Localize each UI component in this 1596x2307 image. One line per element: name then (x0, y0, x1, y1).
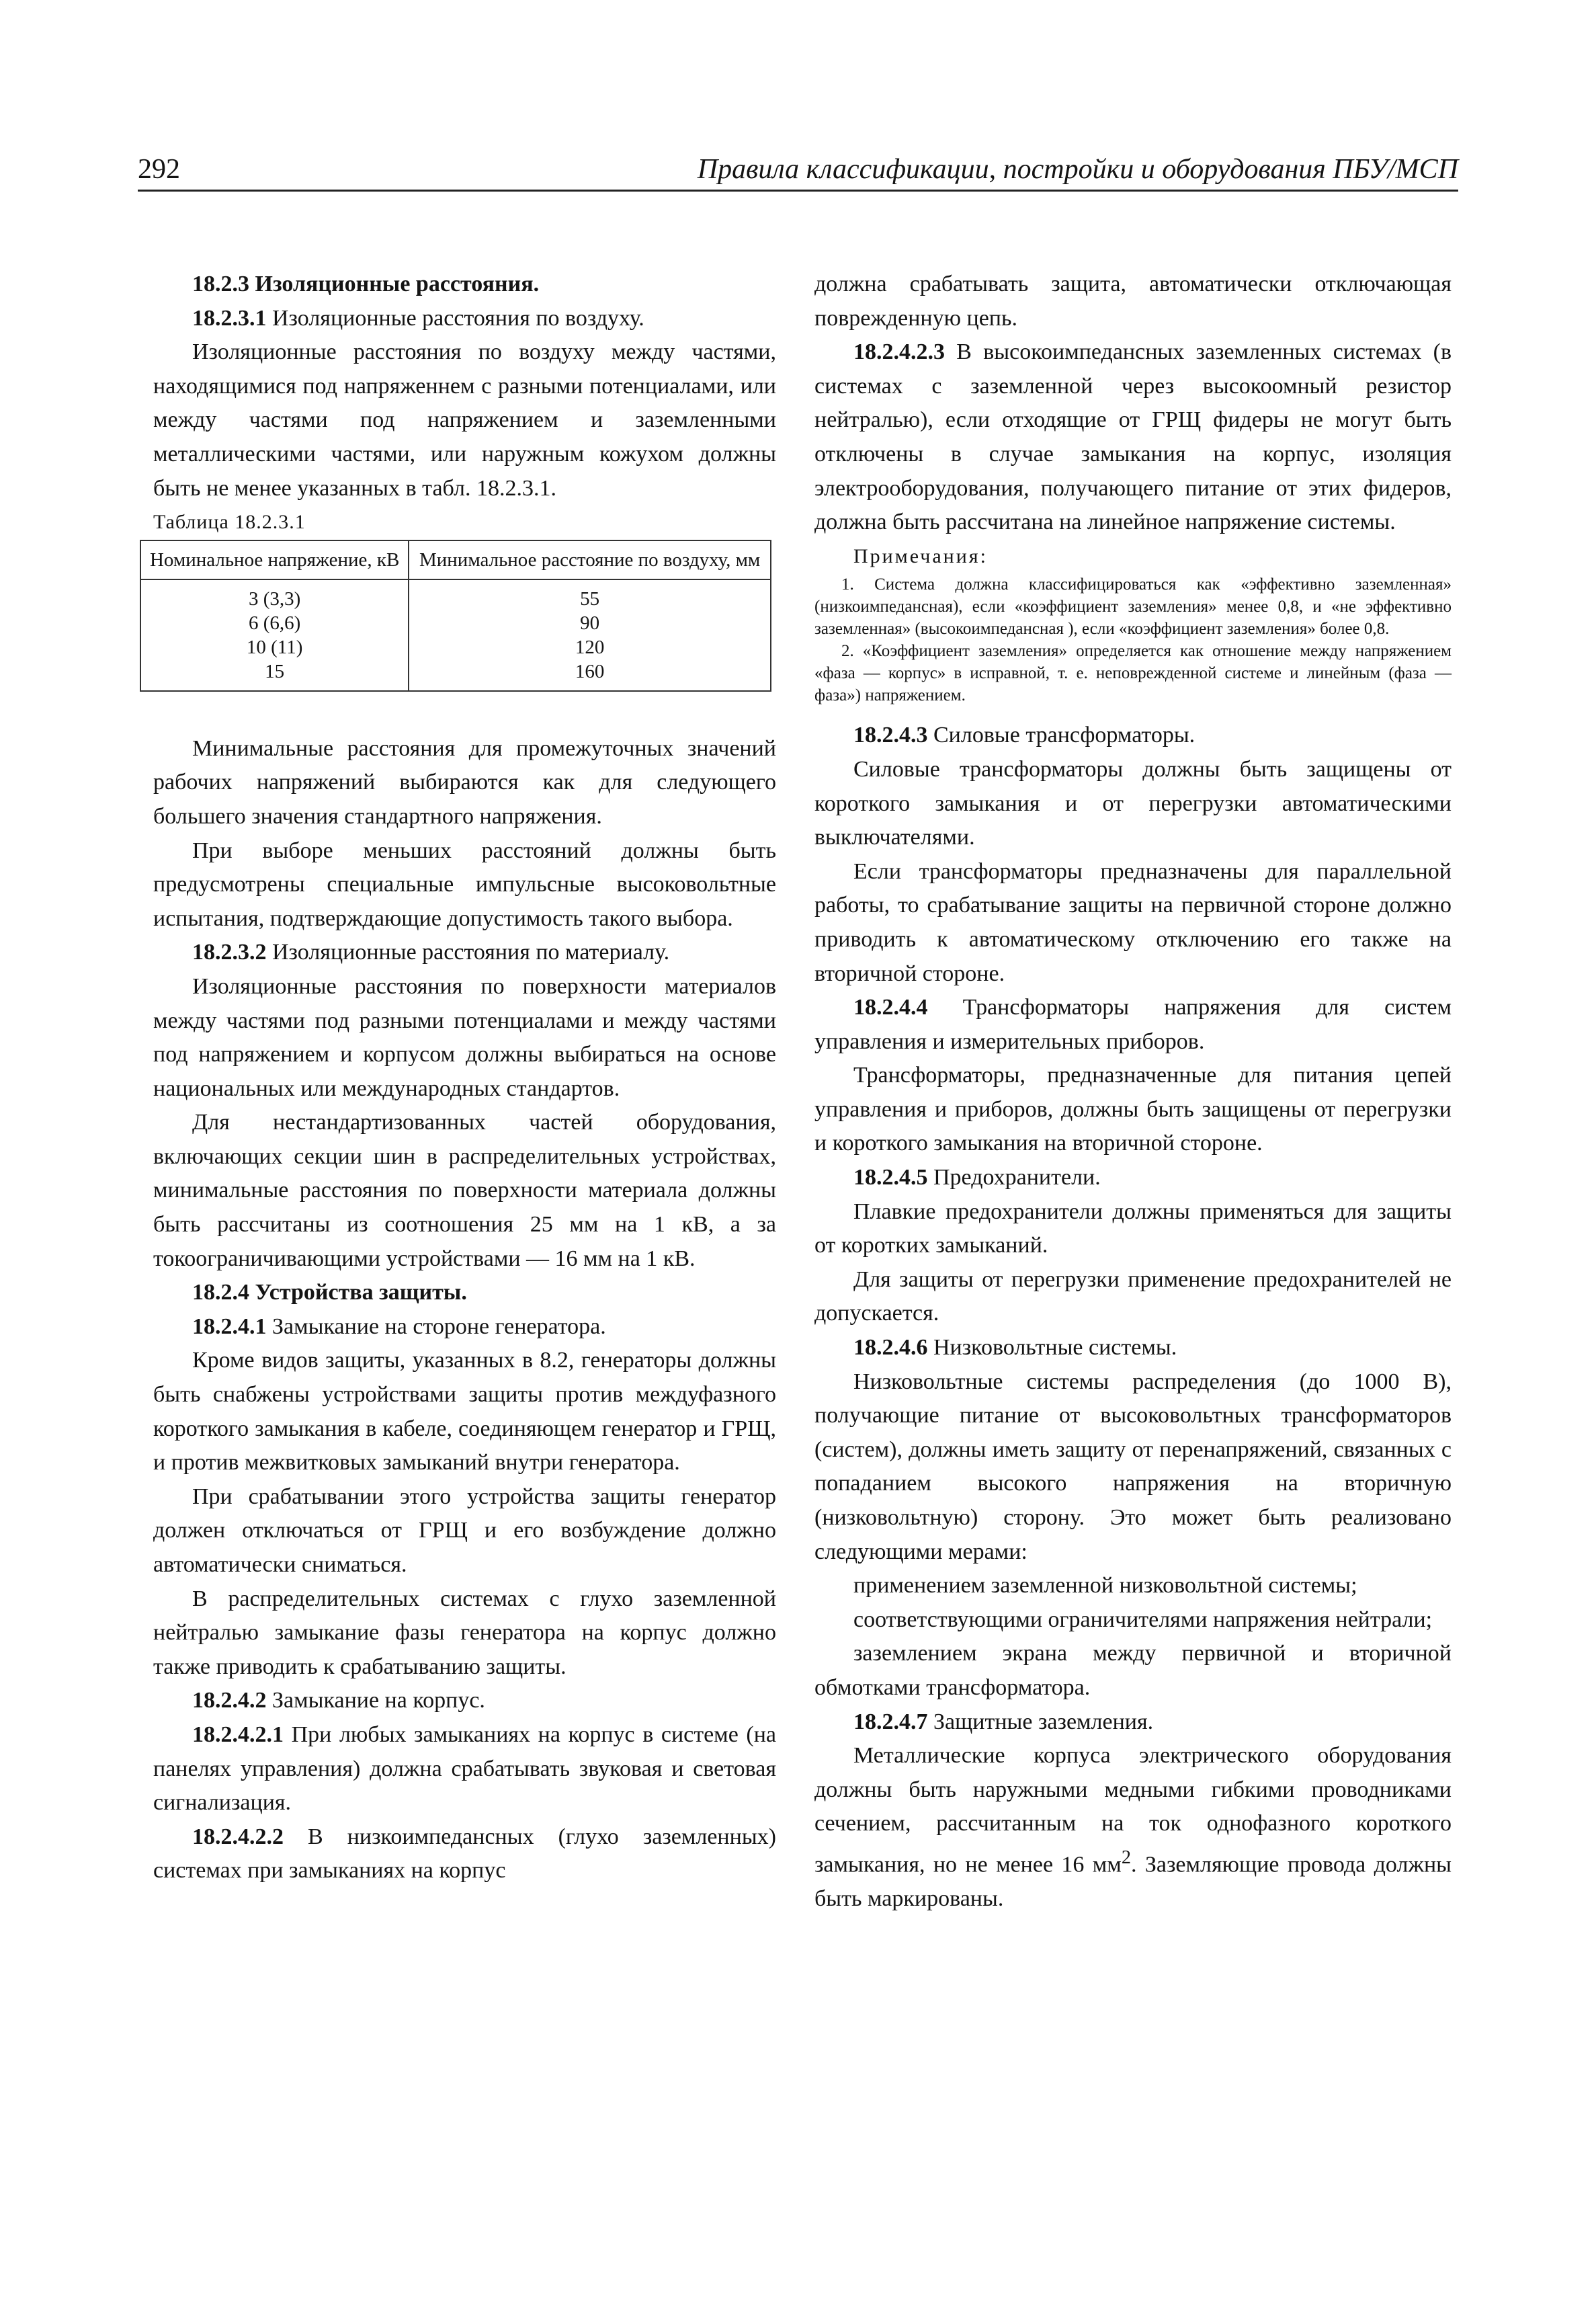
paragraph (153, 302, 776, 336)
table-value: 10 (11) (246, 636, 303, 658)
paragraph: В распределительных системах с глухо заземленной нейтралью замыкание фазы генератора на корпус должно также приводить к срабатыванию защиты. (153, 1586, 776, 1679)
table-cell-distances (409, 579, 771, 691)
paragraph (814, 335, 1452, 540)
clause-title: Низковольтные системы. (927, 1335, 1177, 1361)
table-value: 15 (265, 660, 285, 682)
clause-number: 18.2.4.5 (853, 1165, 928, 1190)
clause-title: Замыкание на корпус. (266, 1688, 485, 1713)
paragraph (814, 1331, 1452, 1365)
paragraph: Плавкие предохранители должны применяться для защиты от коротких замыканий. (814, 1199, 1452, 1258)
clause-title: Изоляционные расстояния по материалу. (266, 940, 670, 965)
paragraph: При срабатывании этого устройства защиты генератор должен отключаться от ГРЩ и его возбуждение должно автоматически сниматься. (153, 1484, 776, 1577)
paragraph (153, 1718, 776, 1820)
clause-number: 18.2.4.3 (853, 723, 928, 748)
table-value: 55 (580, 588, 600, 610)
notes-heading: Примечания: (853, 544, 988, 567)
paragraph (153, 1820, 776, 1888)
paragraph (814, 1705, 1452, 1740)
clause-title: Замыкание на стороне генератора. (266, 1313, 606, 1339)
paragraph (814, 719, 1452, 753)
note: 1. Система должна классифицироваться как «эффективно заземленная» (низкоимпедансная), если «коэффициент заземления» менее 0,8, и «не эффективно заземленная» (высокоимпедансная ), если «коэффициент заземления» более 0,8. (814, 575, 1452, 639)
paragraph: Изоляционные расстояния по поверхности материалов между частями под разными потенциалами и между частями под напряжением и корпусом должны выбираться на основе национальных или международных стандартов. (153, 973, 776, 1101)
section-heading: 18.2.3 Изоляционные расстояния. (192, 272, 540, 296)
clause-number: 18.2.3.1 (192, 305, 267, 331)
table-cell-voltages (140, 579, 409, 691)
superscript: 2 (1121, 1847, 1131, 1868)
clause-title: Предохранители. (927, 1165, 1101, 1190)
paragraph (153, 1310, 776, 1344)
paragraph: При выборе меньших расстояний должны быть предусмотрены специальные импульсные высоковольтные испытания, подтверждающие допустимость такого выбора. (153, 838, 776, 931)
clause-text: Металлические корпуса электрического оборудования должны быть наружными медными гибкими проводниками сечением, рассчитанным на ток однофазного короткого замыкания, но не менее 16 мм (814, 1743, 1452, 1877)
clearance-table (140, 540, 771, 692)
paragraph: Минимальные расстояния для промежуточных значений рабочих напряжений выбираются как для следующего большего значения стандартного напряжения. (153, 735, 776, 829)
paragraph: должна срабатывать защита, автоматически отключающая поврежденную цепь. (814, 272, 1452, 331)
paragraph: Если трансформаторы предназначены для параллельной работы, то срабатывание защиты на первичной стороне должно приводить к автоматическому отключению его также на вторичной стороне. (814, 858, 1452, 986)
table-value: 3 (3,3) (248, 588, 301, 610)
list-item: заземлением экрана между первичной и вторичной обмотками трансформатора. (814, 1641, 1452, 1700)
paragraph: Для нестандартизованных частей оборудования, включающих секции шин в распределительных устройствах, минимальные расстояния по поверхности материала должны быть рассчитаны из соотношения 25 мм на 1 кВ, а за токоограничивающими устройствами — 16 мм на 1 кВ. (153, 1110, 776, 1271)
paragraph (814, 1739, 1452, 1916)
page-number: 292 (138, 154, 180, 185)
paragraph: Кроме видов защиты, указанных в 8.2, генераторы должны быть снабжены устройствами защиты против междуфазного короткого замыкания в кабеле, соединяющем генератор и ГРЩ, и против межвитковых замыканий внутри генератора. (153, 1348, 776, 1475)
table-value: 6 (6,6) (248, 612, 301, 634)
clause-text: В низкоимпедансных (глухо заземленных) системах при замыканиях на корпус (153, 1824, 776, 1884)
clause-title: Силовые трансформаторы. (927, 723, 1195, 748)
table-value: 160 (575, 660, 605, 682)
paragraph (153, 1684, 776, 1718)
page-header (138, 153, 1458, 192)
table-caption: Таблица 18.2.3.1 (153, 511, 306, 534)
note: 2. «Коэффициент заземления» определяется как отношение между напряжением «фаза — корпус» в исправной, т. е. неповрежденной системе и линейным (фаза — фаза») напряжением. (814, 642, 1452, 705)
right-column (814, 268, 1452, 1916)
paragraph: Трансформаторы, предназначенные для питания цепей управления и приборов, должны быть защищены от перегрузки и короткого замыкания на вторичной стороне. (814, 1063, 1452, 1156)
clause-text: При любых замыканиях на корпус в системе (на панелях управления) должна срабатывать звуковая и световая сигнализация. (153, 1722, 776, 1816)
clause-number: 18.2.4.2.2 (192, 1824, 284, 1849)
clause-number: 18.2.4.2 (192, 1688, 267, 1713)
paragraph: Для защиты от перегрузки применение предохранителей не допускается. (814, 1266, 1452, 1326)
paragraph (814, 991, 1452, 1059)
table-header-distance: Минимальное расстояние по воздуху, мм (409, 540, 771, 579)
paragraph: Силовые трансформаторы должны быть защищены от короткого замыкания и от перегрузки автоматическими выключателями. (814, 756, 1452, 850)
clause-text-end: . Заземляющие провода должны быть маркированы. (814, 1852, 1452, 1911)
clause-title: Трансформаторы напряжения для систем управления и измерительных приборов. (814, 995, 1452, 1054)
clause-title: Изоляционные расстояния по воздуху. (266, 305, 644, 331)
paragraph (814, 1161, 1452, 1195)
paragraph: Низковольтные системы распределения (до 1000 В), получающие питание от высоковольтных трансформаторов (систем), должны иметь защиту от перенапряжений, связанных с попаданием высокого напряжения на вторичную (низковольтную) сторону. Это может быть реализовано следующими мерами: (814, 1369, 1452, 1564)
table-value: 120 (575, 636, 605, 658)
clause-text: В высокоимпедансных заземленных системах (в системах с заземленной через высокоомный резистор нейтралью), если отходящие от ГРЩ фидеры не могут быть отключены в случае замыкания на корпус, изоляция электрооборудования, получающего питание от этих фидеров, должна быть рассчитана на линейное напряжение системы. (814, 339, 1452, 535)
clause-number: 18.2.4.1 (192, 1313, 267, 1339)
table-header-voltage: Номинальное напряжение, кВ (140, 540, 409, 579)
spacer (814, 706, 1452, 719)
clause-number: 18.2.4.7 (853, 1709, 928, 1734)
running-title: Правила классификации, постройки и оборудования ПБУ/МСП (697, 154, 1458, 185)
paragraph (153, 936, 776, 970)
list-item: соответствующими ограничителями напряжения нейтрали; (853, 1607, 1433, 1632)
clause-number: 18.2.3.2 (192, 940, 267, 965)
clause-title: Защитные заземления. (927, 1709, 1154, 1734)
table-value: 90 (580, 612, 600, 634)
list-item: применением заземленной низковольтной системы; (853, 1573, 1357, 1598)
clause-number: 18.2.4.4 (853, 995, 928, 1020)
clause-number: 18.2.4.2.3 (853, 339, 945, 365)
paragraph: Изоляционные расстояния по воздуху между частями, находящимися под напряженнем с разными потенциалами, или между частями под напряжением и заземленными металлическими частями, или наружным кожухом должны быть не менее указанных в табл. 18.2.3.1. (153, 339, 776, 501)
left-column (149, 268, 776, 1888)
section-heading: 18.2.4 Устройства защиты. (192, 1280, 467, 1305)
clause-number: 18.2.4.6 (853, 1335, 928, 1361)
clause-number: 18.2.4.2.1 (192, 1722, 284, 1747)
